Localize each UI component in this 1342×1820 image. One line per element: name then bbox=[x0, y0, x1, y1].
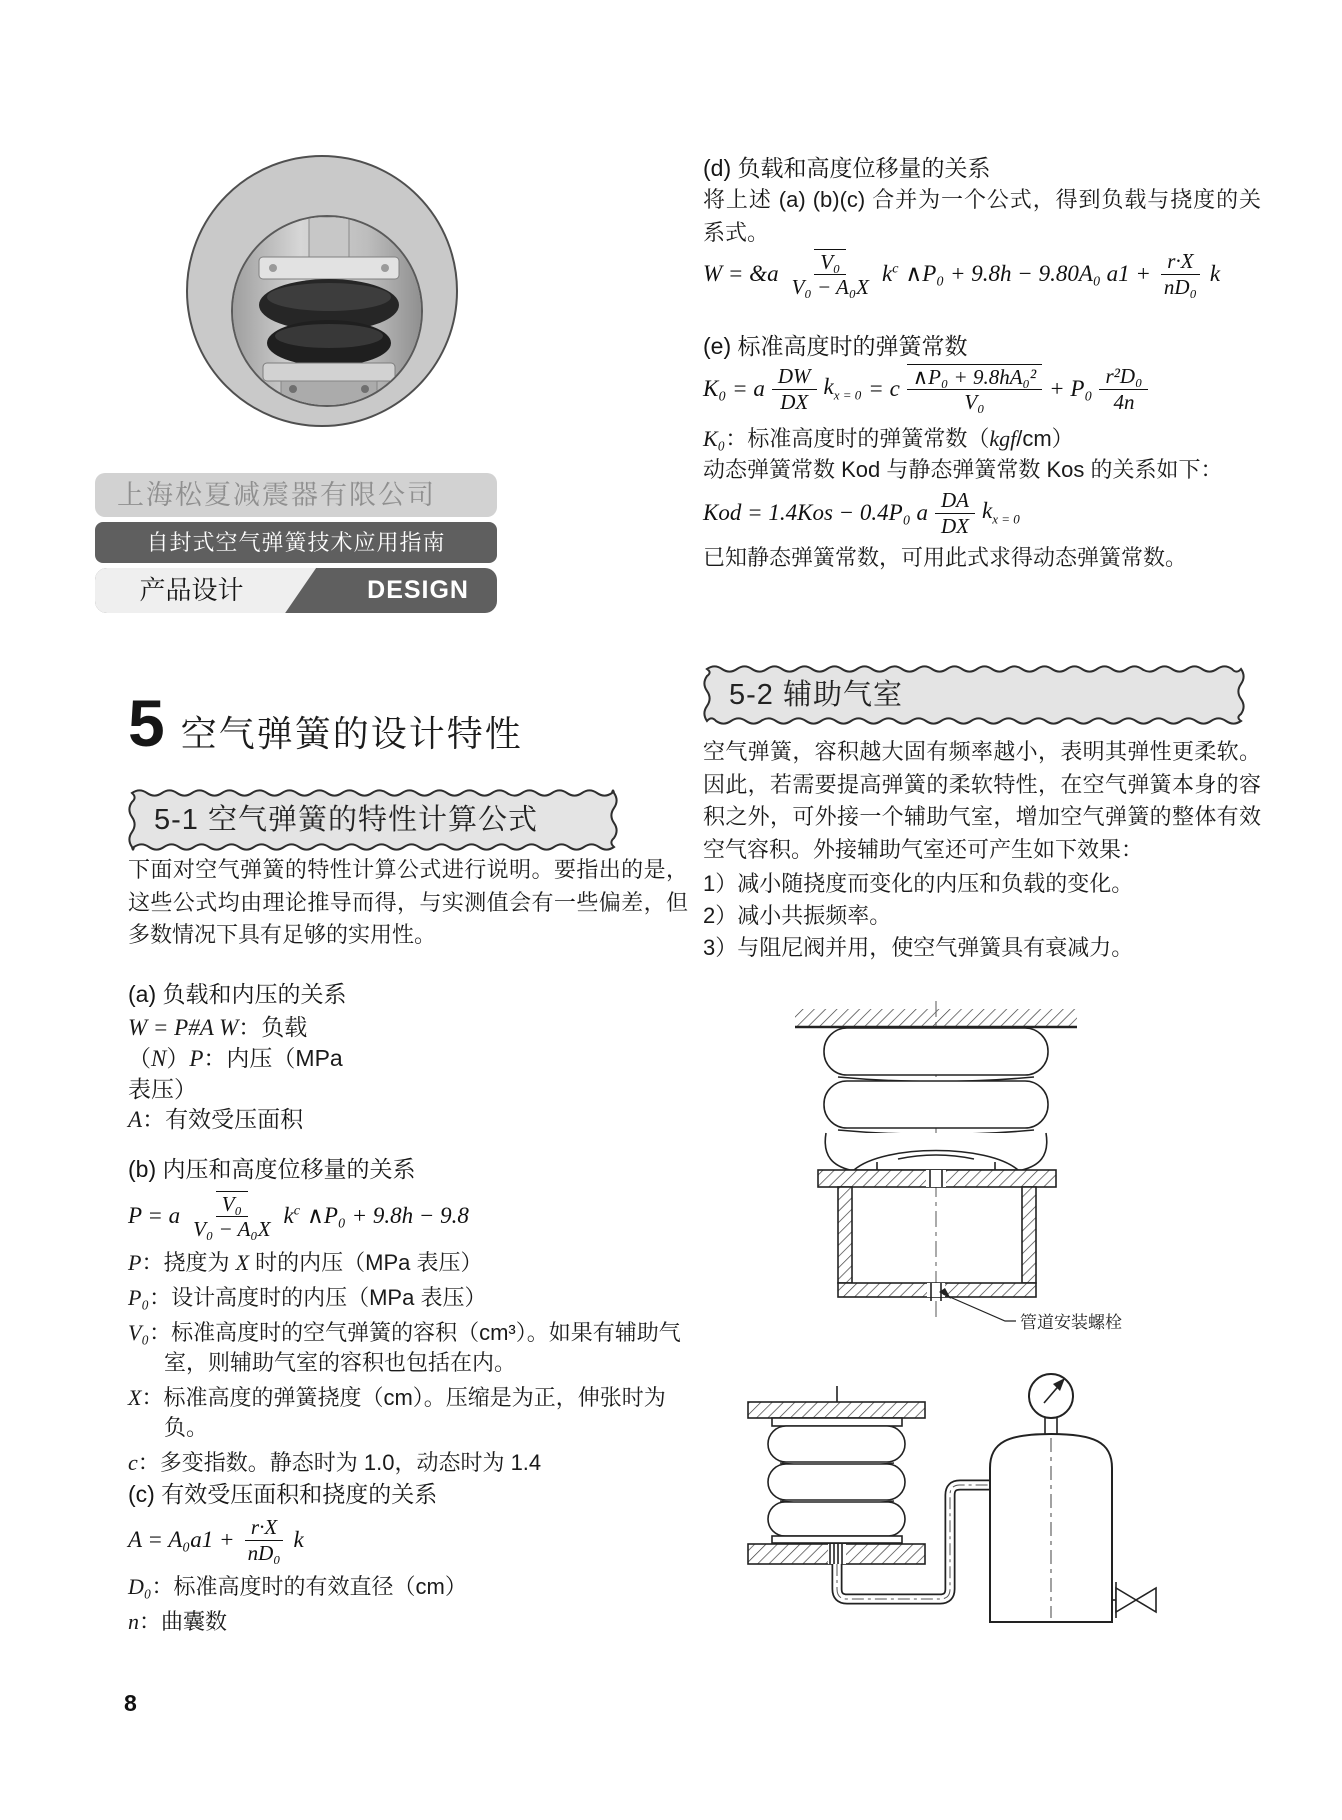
formula-b-close: $k^c$ bbox=[283, 1203, 300, 1228]
formula-d-mid: ∧P₀ + 9.8h − 9.80A₀ a1 + bbox=[905, 261, 1151, 286]
formula-e-fraction2: $\frac{\text{∧P₀ + 9.8hA₀²}}{\text{V₀}}$ bbox=[907, 364, 1042, 414]
formula-b-fraction: $\frac{\text{V₀}}{\text{V₀ − A₀X}}$ bbox=[193, 1191, 271, 1241]
section-5-2-title: 5-2 辅助气室 bbox=[729, 679, 903, 711]
formula-e-k1: $k_{x = 0}$ bbox=[823, 374, 862, 403]
page-number: 8 bbox=[124, 1690, 137, 1716]
formula-c bbox=[128, 1512, 304, 1568]
aux-chamber-drawing bbox=[795, 1001, 1122, 1332]
item-d-heading: (d) 负载和高度位移量的关系 bbox=[703, 155, 991, 181]
kod-outro: 已知静态弹簧常数，可用此式求得动态弹簧常数。 bbox=[703, 545, 1188, 570]
company-banner: 上海松夏减震器有限公司 bbox=[95, 473, 497, 517]
section-5-1-title: 5-1 空气弹簧的特性计算公式 bbox=[154, 804, 538, 836]
bellows bbox=[768, 1418, 905, 1543]
design-banner-en-label: DESIGN bbox=[367, 576, 469, 604]
diagram-air-spring-tank bbox=[738, 1368, 1170, 1645]
formula-kod bbox=[703, 486, 1020, 540]
formula-b bbox=[128, 1185, 469, 1247]
effect-item: 3）与阻尼阀并用，使空气弹簧具有衰减力。 bbox=[703, 935, 1134, 960]
effect-item: 2）减小共振频率。 bbox=[703, 903, 892, 928]
item-a-heading: (a) 负载和内压的关系 bbox=[128, 981, 347, 1007]
kod-intro: 动态弹簧常数 Kod 与静态弹簧常数 Kos 的关系如下： bbox=[703, 457, 1223, 482]
item-a-line: 表压） bbox=[128, 1076, 197, 1102]
pipe-bolt-label: 管道安装螺栓 bbox=[1020, 1313, 1122, 1332]
item-d-body: 将上述 (a) (b)(c) 合并为一个公式，得到负载与挠度的关系式。 bbox=[703, 187, 1261, 245]
definition-line: D₀：标准高度时的有效直径（cm） bbox=[128, 1574, 467, 1599]
chapter-number: 5 bbox=[128, 686, 165, 760]
formula-e-fraction3: $\frac{\text{r²D₀}}{4n}$ bbox=[1099, 364, 1148, 413]
air-spring-photo-art bbox=[233, 217, 423, 407]
item-c-heading: (c) 有效受压面积和挠度的关系 bbox=[128, 1481, 438, 1507]
section-5-2-box bbox=[703, 665, 1245, 725]
definition-line: V₀：标准高度时的空气弹簧的容积（cm³）。如果有辅助气室，则辅助气室的容积也包括在内。 bbox=[128, 1320, 681, 1375]
formula-b-post: ∧P₀ + 9.8h − 9.8 bbox=[306, 1203, 469, 1228]
formula-d-pre: W = &a bbox=[703, 261, 779, 286]
formula-d-close2: k bbox=[1209, 261, 1221, 286]
formula-c-close: k bbox=[293, 1527, 304, 1552]
tank-drawing bbox=[748, 1374, 1156, 1622]
item-a-line: W = P#A W：负载 bbox=[128, 1014, 308, 1040]
air-spring-photo bbox=[231, 215, 423, 407]
effect-item: 1）减小随挠度而变化的内压和负载的变化。 bbox=[703, 871, 1134, 896]
item-a-line: A：有效受压面积 bbox=[128, 1106, 304, 1132]
formula-d-fraction1: $\frac{\text{V₀}}{\text{V₀ − A₀X}}$ bbox=[791, 249, 869, 299]
bellows bbox=[824, 1028, 1048, 1170]
item-b-definitions bbox=[128, 1248, 688, 1483]
section-5-2-body: 空气弹簧，容积越大固有频率越小，表明其弹性更柔软。因此，若需要提高弹簧的柔软特性，在空气弹簧本身的容积之外，可外接一个辅助气室，增加空气弹簧的整体有效空气容积。外接辅助气室还可产生如下效果： bbox=[703, 739, 1261, 862]
item-a-line: （N）P：内压（MPa bbox=[128, 1045, 343, 1071]
formula-e-mid: = c bbox=[868, 376, 900, 401]
ceiling-hatch bbox=[748, 1402, 925, 1418]
design-banner-cn-label: 产品设计 bbox=[139, 575, 244, 605]
item-a-lines bbox=[128, 1012, 688, 1135]
formula-b-pre: P = a bbox=[128, 1203, 181, 1228]
formula-kod-k: $k_{x = 0}$ bbox=[981, 498, 1020, 527]
formula-e-fraction1: $\frac{DW}{DX}$ bbox=[772, 364, 817, 413]
definition-line: X：标准高度的弹簧挠度（cm）。压缩是为正，伸张时为负。 bbox=[128, 1385, 666, 1440]
section-5-2-effects bbox=[703, 868, 1261, 964]
section-5-1-intro: 下面对空气弹簧的特性计算公式进行说明。要指出的是，这些公式均由理论推导而得，与实测值会有一些偏差，但多数情况下具有足够的实用性。 bbox=[128, 857, 688, 947]
definition-line: n：曲囊数 bbox=[128, 1609, 228, 1634]
formula-e-pre: K₀ = a bbox=[703, 376, 765, 401]
formula-d bbox=[703, 242, 1220, 306]
pressure-gauge bbox=[1029, 1374, 1073, 1434]
guide-banner: 自封式空气弹簧技术应用指南 bbox=[95, 522, 497, 563]
formula-d-close: $k^c$ bbox=[881, 261, 899, 286]
formula-e bbox=[703, 360, 1148, 418]
definition-line: P₀：设计高度时的内压（MPa 表压） bbox=[128, 1285, 487, 1310]
item-e-heading: (e) 标准高度时的弹簧常数 bbox=[703, 333, 968, 359]
definition-line: c：多变指数。静态时为 1.0，动态时为 1.4 bbox=[128, 1450, 542, 1475]
formula-c-fraction: $\frac{r\cdot X}{\text{nD₀}}$ bbox=[242, 1515, 287, 1564]
item-c-definitions bbox=[128, 1572, 688, 1642]
auxiliary-tank bbox=[990, 1434, 1112, 1622]
design-banner bbox=[95, 568, 497, 613]
definition-line: K₀：标准高度时的弹簧常数（kgf/cm） bbox=[703, 426, 1074, 451]
definition-line: P：挠度为 X 时的内压（MPa 表压） bbox=[128, 1250, 483, 1275]
section-5-1-box bbox=[128, 789, 618, 851]
aux-chamber bbox=[818, 1170, 1056, 1301]
base-plate bbox=[748, 1544, 925, 1564]
formula-c-pre: A = A₀a1 + bbox=[128, 1527, 235, 1552]
chapter-heading bbox=[128, 688, 523, 758]
formula-kod-fraction: $\frac{DA}{DX}$ bbox=[935, 488, 975, 537]
diagram-air-spring-aux-chamber bbox=[760, 995, 1160, 1360]
drain-valve bbox=[1112, 1582, 1156, 1618]
formula-d-fraction2: $\frac{r\cdot X}{\text{nD₀}}$ bbox=[1158, 249, 1203, 298]
formula-e-plus: + P₀ bbox=[1049, 376, 1093, 401]
chapter-title: 空气弹簧的设计特性 bbox=[180, 713, 523, 754]
formula-kod-pre: Kod = 1.4Kos − 0.4P₀ a bbox=[703, 500, 928, 525]
item-b-heading: (b) 内压和高度位移量的关系 bbox=[128, 1156, 416, 1182]
